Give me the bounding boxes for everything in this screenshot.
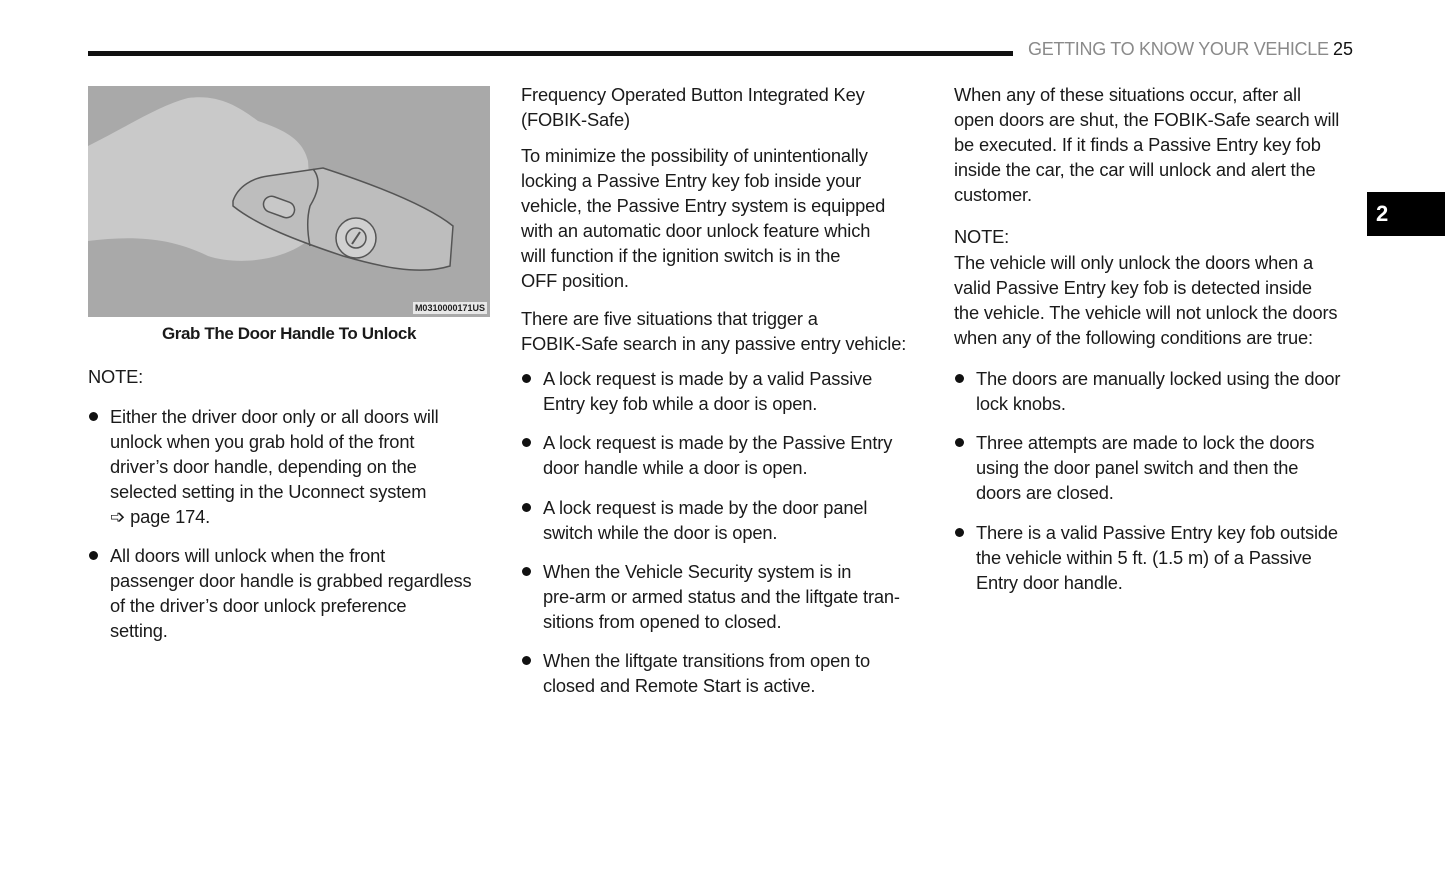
section-title: GETTING TO KNOW YOUR VEHICLE	[1028, 39, 1329, 59]
hand-grabbing-handle-icon	[88, 86, 490, 317]
bullet-item: The doors are manually locked using the door lock knobs.	[954, 366, 1340, 416]
section-heading: Frequency Operated Button Integrated Key (FOBIK-Safe)	[521, 84, 865, 130]
note-label: NOTE:	[88, 366, 144, 387]
bullet-item: Either the driver door only or all doors will unlock when you grab hold of the front driver’s door handle, depending on the selected setting in the Uconnect system ➩ page 174.	[88, 404, 439, 529]
page-number: 25	[1333, 39, 1354, 59]
figure-code: M0310000171US	[414, 303, 485, 313]
paragraph: There are five situations that trigger a FOBIK-Safe search in any passive entry vehicle:	[521, 308, 907, 354]
bullet-item: All doors will unlock when the front passenger door handle is grabbed regardless of the driver’s door unlock preference setting.	[88, 543, 471, 643]
bullet-item: There is a valid Passive Entry key fob outside the vehicle within 5 ft. (1.5 m) of a Passive Entry door handle.	[954, 520, 1338, 595]
paragraph: When any of these situations occur, after all open doors are shut, the FOBIK-Safe search will be executed. If it finds a Passive Entry key fob inside the car, the car will unlock and alert the customer.	[954, 84, 1340, 205]
bullet-item: When the Vehicle Security system is in pre-arm or armed status and the liftgate tran- sitions from opened to closed.	[521, 559, 900, 634]
figure-caption: Grab The Door Handle To Unlock	[161, 324, 417, 343]
bullet-item: Three attempts are made to lock the doors using the door panel switch and then the doors are closed.	[954, 430, 1314, 505]
bullet-item: A lock request is made by a valid Passive Entry key fob while a door is open.	[521, 366, 872, 416]
bullet-item: A lock request is made by the door panel switch while the door is open.	[521, 495, 867, 545]
chapter-tab: 2	[1367, 192, 1445, 236]
paragraph: To minimize the possibility of unintentionally locking a Passive Entry key fob inside your vehicle, the Passive Entry system is equipped with an automatic door unlock feature which will function if the ignition switch is in the OFF position.	[521, 145, 886, 291]
note-text: The vehicle will only unlock the doors when a valid Passive Entry key fob is detected inside the vehicle. The vehicle will not unlock the doors when any of the following conditions are true:	[954, 252, 1338, 348]
door-handle-illustration	[88, 86, 490, 317]
header-rule	[88, 51, 1013, 56]
bullet-item: A lock request is made by the Passive Entry door handle while a door is open.	[521, 430, 892, 480]
bullet-item: When the liftgate transitions from open to closed and Remote Start is active.	[521, 648, 870, 698]
note-label: NOTE:	[954, 226, 1010, 247]
